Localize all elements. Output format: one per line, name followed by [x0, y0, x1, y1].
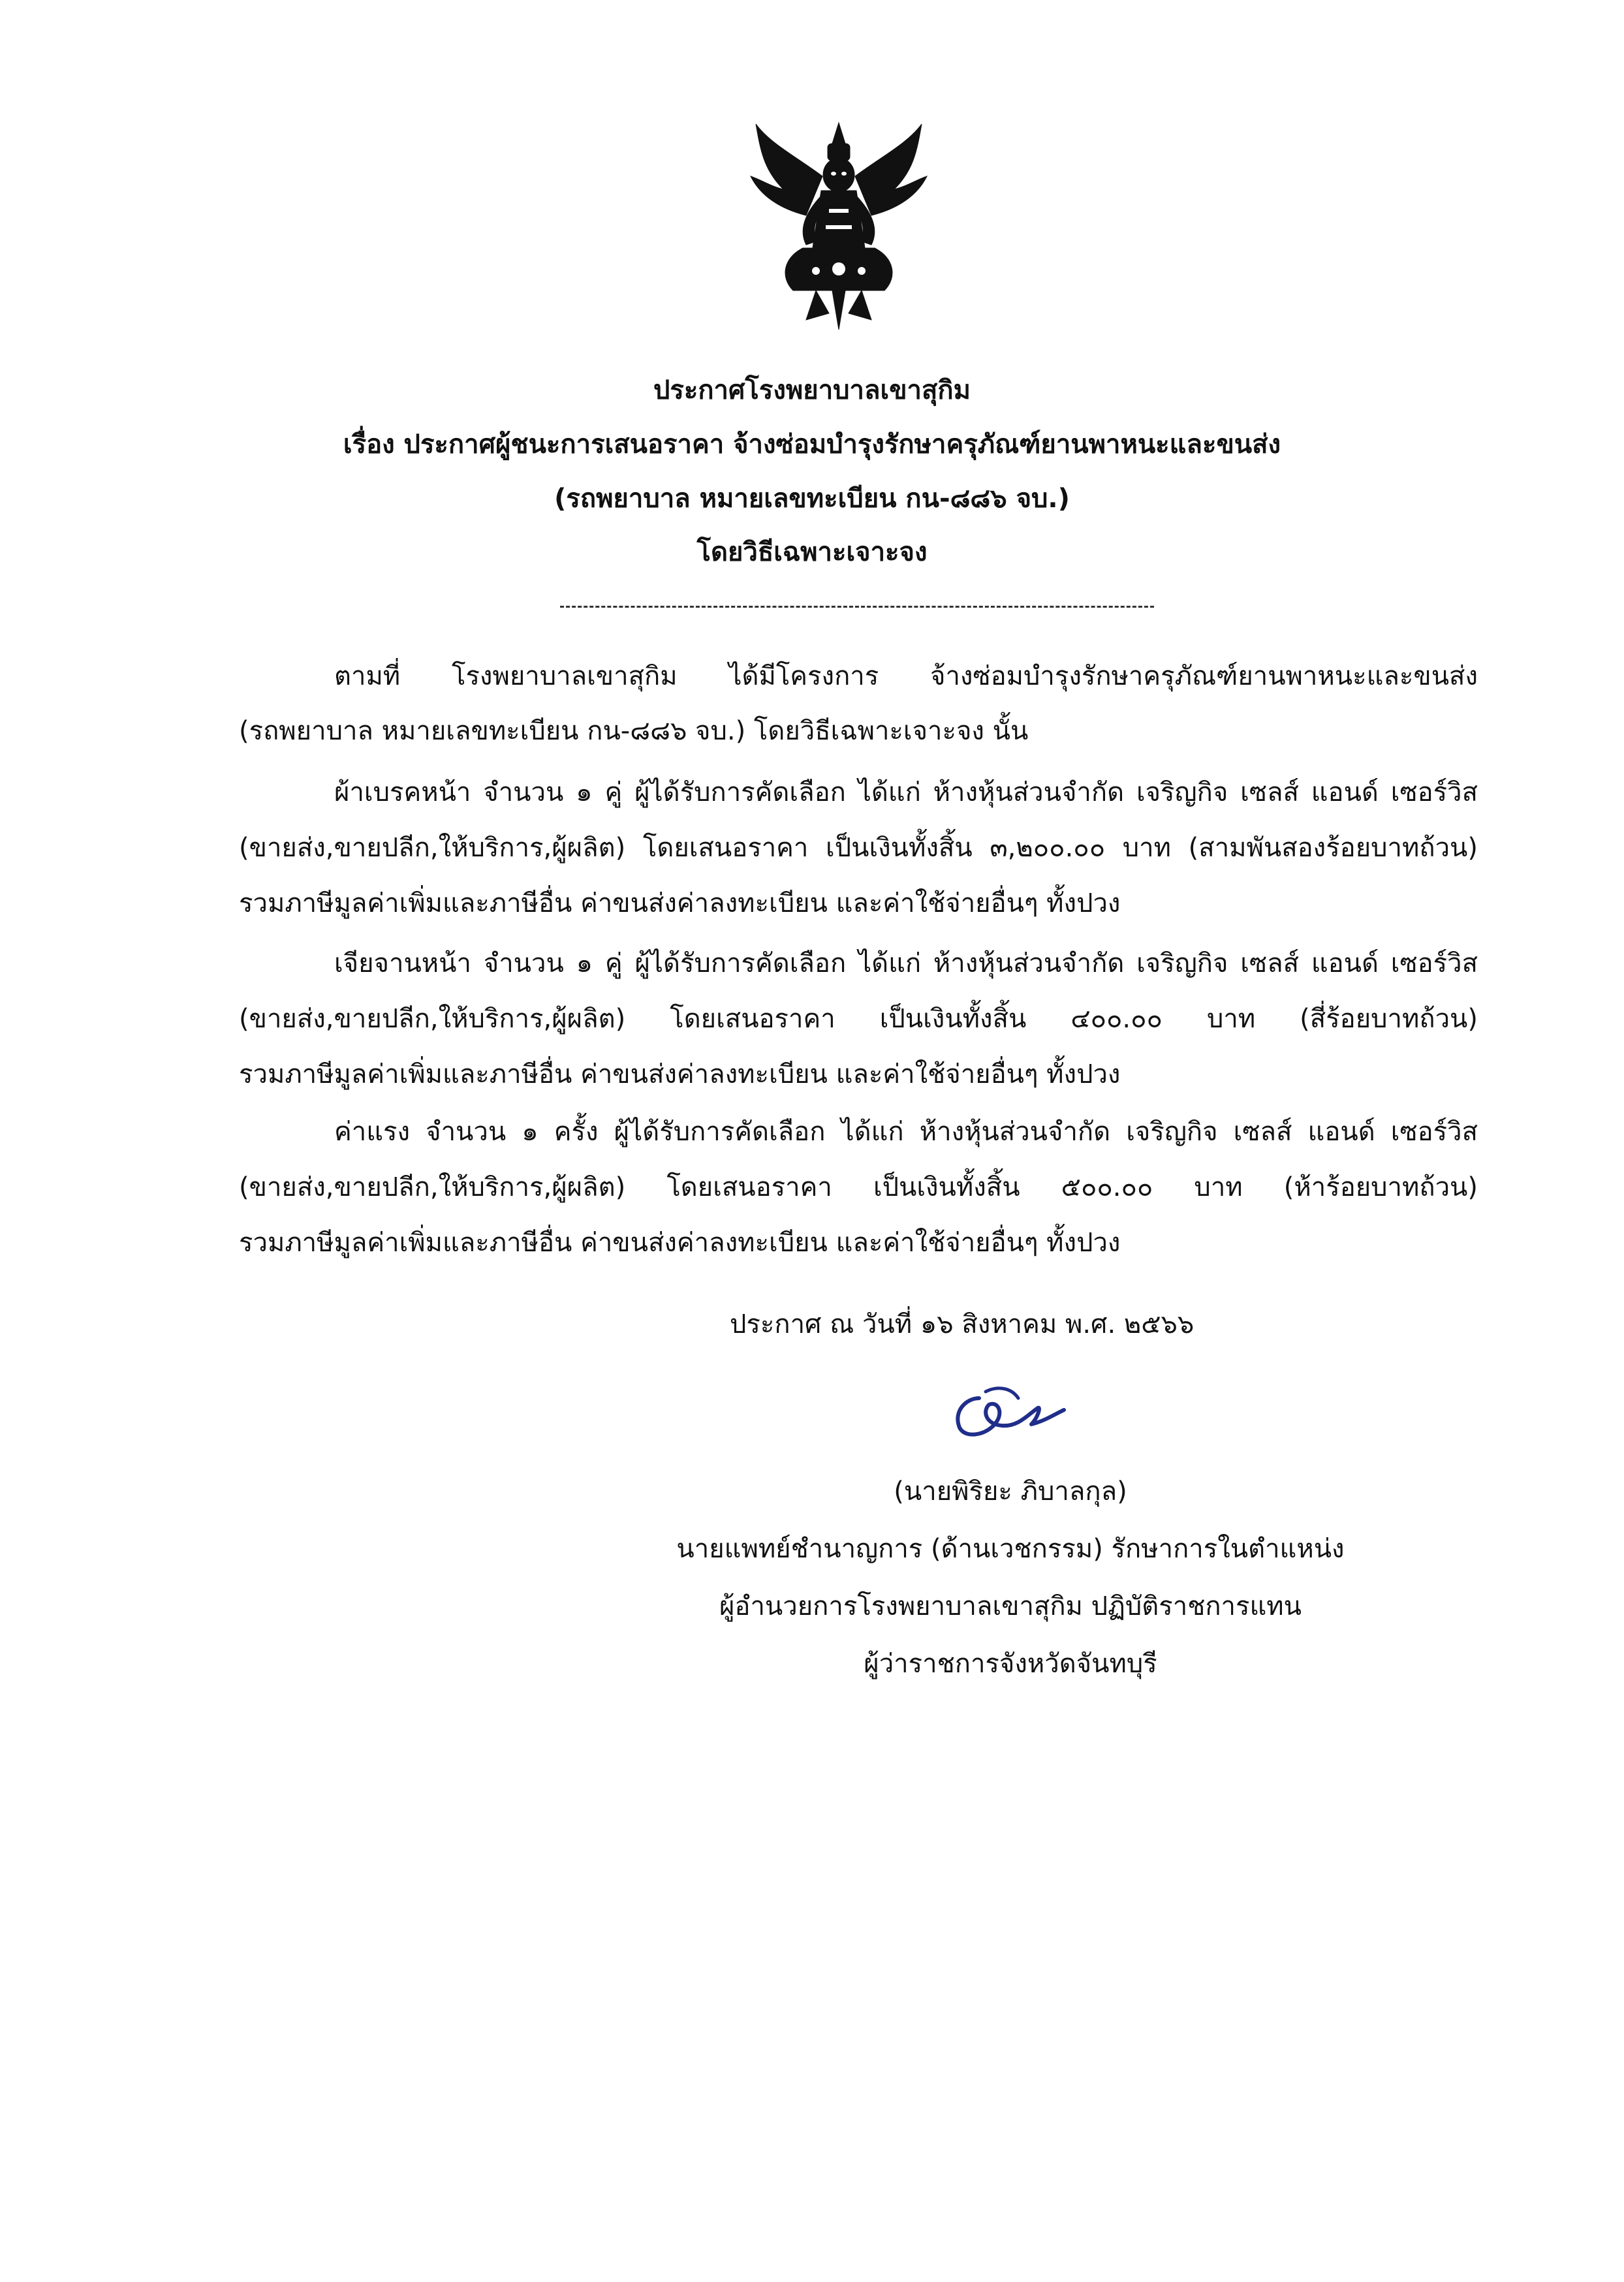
announcement-date: ประกาศ ณ วันที่ ๑๖ สิงหาคม พ.ศ. ๒๕๖๖	[730, 1309, 1195, 1339]
item3-line-3: รวมภาษีมูลค่าเพิ่มและภาษีอื่น ค่าขนส่งค่าลงทะเบียน และค่าใช้จ่ายอื่นๆ ทั้งปวง	[239, 1228, 1121, 1258]
item1-line-3: รวมภาษีมูลค่าเพิ่มและภาษีอื่น ค่าขนส่งค่าลงทะเบียน และค่าใช้จ่ายอื่นๆ ทั้งปวง	[239, 888, 1121, 918]
procurement-method: โดยวิธีเฉพาะเจาะจง	[696, 537, 928, 567]
vehicle-registration: (รถพยาบาล หมายเลขทะเบียน กน-๘๘๖ จบ.)	[554, 484, 1070, 514]
intro-line-1: ตามที่ โรงพยาบาลเขาสุกิม ได้มีโครงการ จ้างซ่อมบำรุงรักษาครุภัณฑ์ยานพาหนะและขนส่ง	[334, 661, 1478, 691]
signature-mark	[940, 1379, 1070, 1450]
announcement-title: ประกาศโรงพยาบาลเขาสุกิม	[653, 375, 971, 405]
separator-line	[560, 606, 1154, 608]
item3-line-2: (ขายส่ง,ขายปลีก,ให้บริการ,ผู้ผลิต) โดยเสนอราคา เป็นเงินทั้งสิ้น ๕๐๐.๐๐ บาท (ห้าร้อยบาทถ้วน)	[239, 1172, 1478, 1202]
item1-line-1: ผ้าเบรคหน้า จำนวน ๑ คู่ ผู้ได้รับการคัดเลือก ได้แก่ ห้างหุ้นส่วนจำกัด เจริญกิจ เซลส์ แอนด์ เซอร์วิส	[334, 777, 1478, 807]
announcement-subject: เรื่อง ประกาศผู้ชนะการเสนอราคา จ้างซ่อมบำรุงรักษาครุภัณฑ์ยานพาหนะและขนส่ง	[343, 430, 1281, 460]
signer-name: (นายพิริยะ ภิบาลกุล)	[894, 1477, 1127, 1507]
item2-line-2: (ขายส่ง,ขายปลีก,ให้บริการ,ผู้ผลิต) โดยเสนอราคา เป็นเงินทั้งสิ้น ๔๐๐.๐๐ บาท (สี่ร้อยบาทถ้วน)	[239, 1004, 1478, 1034]
signer-position-1: นายแพทย์ชำนาญการ (ด้านเวชกรรม) รักษาการในตำแหน่ง	[676, 1534, 1345, 1564]
item2-line-3: รวมภาษีมูลค่าเพิ่มและภาษีอื่น ค่าขนส่งค่าลงทะเบียน และค่าใช้จ่ายอื่นๆ ทั้งปวง	[239, 1059, 1121, 1089]
item1-line-2: (ขายส่ง,ขายปลีก,ให้บริการ,ผู้ผลิต) โดยเสนอราคา เป็นเงินทั้งสิ้น ๓,๒๐๐.๐๐ บาท (สามพันสองร้อยบาทถ้วน)	[239, 833, 1478, 863]
garuda-emblem-icon	[744, 117, 933, 333]
item3-line-1: ค่าแรง จำนวน ๑ ครั้ง ผู้ได้รับการคัดเลือก ได้แก่ ห้างหุ้นส่วนจำกัด เจริญกิจ เซลส์ แอนด์ เซอร์วิส	[334, 1117, 1478, 1147]
signer-position-2: ผู้อำนวยการโรงพยาบาลเขาสุกิม ปฏิบัติราชการแทน	[719, 1591, 1302, 1621]
intro-line-2: (รถพยาบาล หมายเลขทะเบียน กน-๘๘๖ จบ.) โดยวิธีเฉพาะเจาะจง นั้น	[239, 716, 1029, 746]
item2-line-1: เจียจานหน้า จำนวน ๑ คู่ ผู้ได้รับการคัดเลือก ได้แก่ ห้างหุ้นส่วนจำกัด เจริญกิจ เซลส์ แอนด์ เซอร์วิส	[334, 948, 1478, 978]
signer-position-3: ผู้ว่าราชการจังหวัดจันทบุรี	[864, 1649, 1157, 1679]
